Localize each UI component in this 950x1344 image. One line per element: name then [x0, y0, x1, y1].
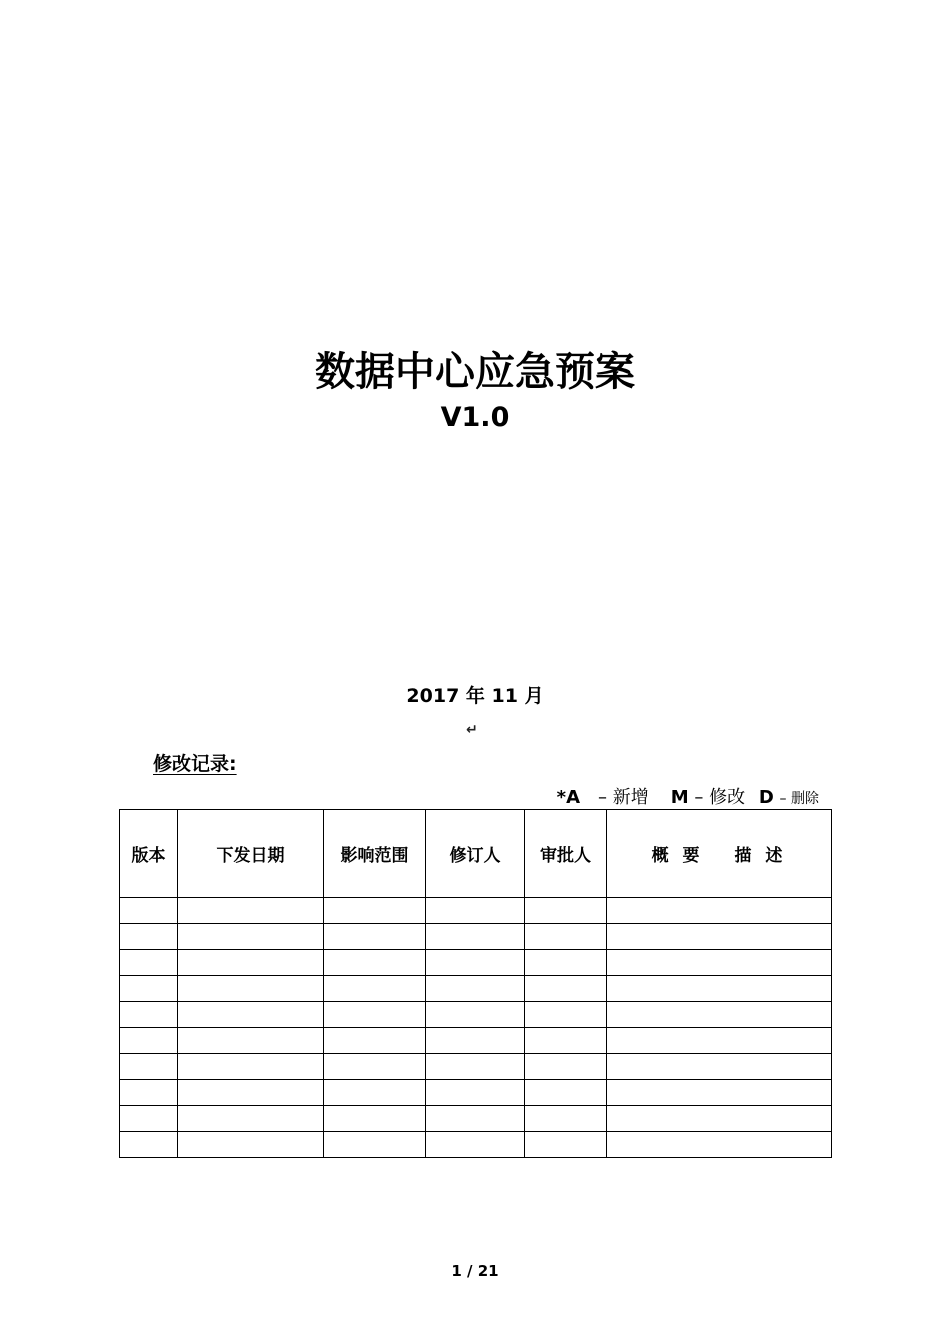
legend-add-code: *A — [556, 787, 580, 808]
table-cell — [607, 1002, 832, 1028]
table-cell — [525, 950, 607, 976]
column-header-approver: 审批人 — [525, 810, 607, 898]
table-cell — [120, 1080, 178, 1106]
table-cell — [324, 1002, 426, 1028]
table-row — [120, 950, 832, 976]
table-row — [120, 1106, 832, 1132]
table-cell — [426, 924, 525, 950]
legend-delete-text: – 删除 — [779, 791, 819, 807]
table-cell — [324, 1054, 426, 1080]
table-cell — [607, 1028, 832, 1054]
table-cell — [324, 1132, 426, 1158]
table-row — [120, 924, 832, 950]
table-cell — [525, 1002, 607, 1028]
table-cell — [525, 1054, 607, 1080]
table-cell — [324, 1080, 426, 1106]
legend-modify-text: – 修改 — [694, 787, 746, 808]
table-cell — [525, 1132, 607, 1158]
table-cell — [178, 924, 324, 950]
table-cell — [178, 1002, 324, 1028]
legend-add-text: – 新增 — [598, 787, 649, 808]
table-cell — [426, 1028, 525, 1054]
table-row — [120, 976, 832, 1002]
table-cell — [525, 1028, 607, 1054]
table-cell — [178, 1028, 324, 1054]
table-row — [120, 898, 832, 924]
table-cell — [426, 1132, 525, 1158]
table-cell — [607, 1080, 832, 1106]
revision-record-label-text: 修改记录: — [153, 753, 237, 775]
table-cell — [525, 898, 607, 924]
table-cell — [178, 1080, 324, 1106]
table-cell — [324, 1028, 426, 1054]
table-cell — [607, 1106, 832, 1132]
table-cell — [324, 976, 426, 1002]
table-cell — [324, 950, 426, 976]
table-cell — [426, 1106, 525, 1132]
table-cell — [426, 1080, 525, 1106]
table-cell — [426, 1054, 525, 1080]
table-cell — [607, 976, 832, 1002]
revision-table — [119, 809, 832, 1158]
column-header-scope: 影响范围 — [324, 810, 426, 898]
table-cell — [178, 898, 324, 924]
column-header-version: 版本 — [120, 810, 178, 898]
table-row — [120, 1002, 832, 1028]
table-cell — [324, 924, 426, 950]
revision-table-body — [120, 898, 832, 1158]
table-cell — [607, 924, 832, 950]
table-cell — [120, 1132, 178, 1158]
table-cell — [607, 950, 832, 976]
table-cell — [120, 898, 178, 924]
table-cell — [178, 976, 324, 1002]
legend-modify-code: M — [670, 787, 689, 808]
table-cell — [178, 1132, 324, 1158]
table-cell — [525, 1080, 607, 1106]
table-cell — [426, 1002, 525, 1028]
table-cell — [120, 1028, 178, 1054]
paragraph-mark-icon: ↵ — [466, 722, 478, 738]
table-row — [120, 1080, 832, 1106]
table-cell — [525, 1106, 607, 1132]
document-date: 2017 年 11 月 — [406, 685, 544, 707]
table-cell — [178, 1054, 324, 1080]
table-cell — [120, 1054, 178, 1080]
table-cell — [324, 898, 426, 924]
legend-delete-code: D — [758, 787, 774, 808]
table-cell — [178, 950, 324, 976]
column-header-summary: 概 要 描 述 — [607, 810, 832, 898]
table-cell — [426, 976, 525, 1002]
table-cell — [426, 950, 525, 976]
table-cell — [525, 976, 607, 1002]
document-version: V1.0 — [440, 402, 510, 433]
page-number: 1 / 21 — [451, 1262, 499, 1280]
table-cell — [607, 1054, 832, 1080]
table-cell — [120, 976, 178, 1002]
table-cell — [120, 1106, 178, 1132]
table-cell — [324, 1106, 426, 1132]
table-cell — [178, 1106, 324, 1132]
table-row — [120, 1054, 832, 1080]
table-cell — [607, 1132, 832, 1158]
revision-table-header — [120, 810, 832, 898]
column-header-issue-date: 下发日期 — [178, 810, 324, 898]
table-cell — [607, 898, 832, 924]
revision-legend — [557, 785, 819, 812]
revision-record-label — [153, 751, 251, 777]
table-cell — [120, 950, 178, 976]
table-row — [120, 1028, 832, 1054]
document-title: 数据中心应急预案 — [315, 349, 635, 395]
table-cell — [120, 1002, 178, 1028]
table-cell — [426, 898, 525, 924]
table-cell — [525, 924, 607, 950]
table-cell — [120, 924, 178, 950]
column-header-reviser: 修订人 — [426, 810, 525, 898]
table-row — [120, 1132, 832, 1158]
